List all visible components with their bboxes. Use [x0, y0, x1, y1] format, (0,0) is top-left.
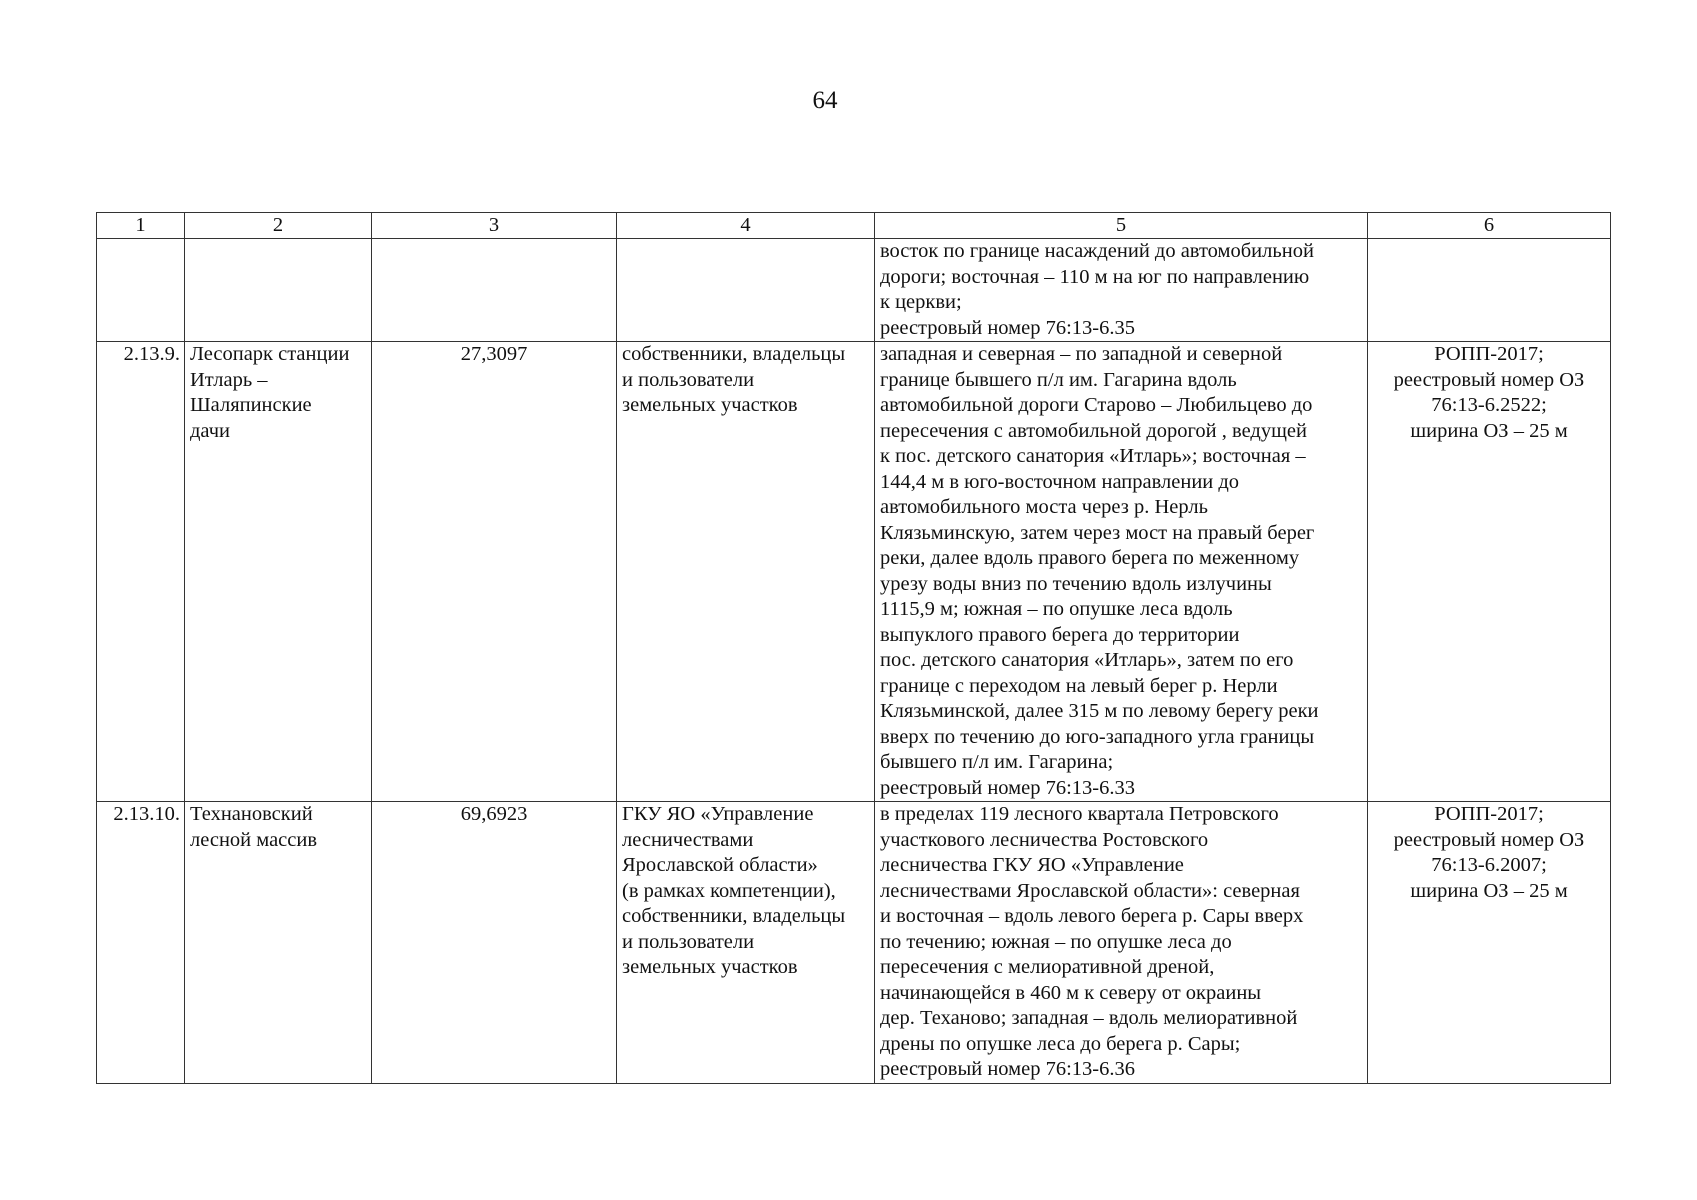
cell-text-line: западная и северная – по западной и северной — [880, 343, 1283, 365]
cell-text-line: лесничествами — [622, 828, 754, 851]
owners-cell — [617, 239, 875, 342]
cell-text-line: Клязьминской, далее 315 м по левому берегу реки — [880, 700, 1319, 722]
cell-text-line: и пользователи — [622, 368, 755, 391]
cell-text-line: ГКУ ЯО «Управление — [622, 803, 814, 825]
table-row — [97, 239, 1611, 342]
object-name-cell — [185, 342, 372, 802]
cell-text-line: лесничества ГКУ ЯО «Управление — [880, 854, 1184, 876]
cell-text-line: Ярославской области» — [622, 854, 818, 876]
boundaries-cell — [875, 342, 1368, 802]
cell-text-line: границе бывшего п/л им. Гагарина вдоль — [880, 368, 1237, 391]
cell-text-line: 144,4 м в юго-восточном направлении до — [880, 470, 1240, 493]
cell-text-line: к пос. детского санатория «Итларь»; восточная – — [880, 445, 1306, 467]
documents-cell — [1368, 802, 1611, 1084]
cell-text-line: бывшего п/л им. Гагарина; — [880, 751, 1114, 773]
area-cell — [372, 802, 617, 1084]
cell-text-line: реестровый номер 76:13-6.33 — [880, 776, 1135, 799]
cell-text-line: выпуклого правого берега до территории — [880, 623, 1240, 646]
cell-text-line: урезу воды вниз по течению вдоль излучины — [880, 572, 1272, 595]
documents-cell — [1368, 239, 1611, 342]
cell-text-line: автомобильного моста через р. Нерль — [880, 496, 1208, 518]
cell-text-line: и пользователи — [622, 930, 755, 953]
area-cell — [372, 239, 617, 342]
cell-text-line: Клязьминскую, затем через мост на правый берег — [880, 521, 1315, 544]
cell-text-line: 1115,9 м; южная – по опушке леса вдоль — [880, 598, 1233, 620]
area-cell — [372, 342, 617, 802]
cell-text-line: 2.13.9. — [123, 343, 180, 365]
cell-text-line: реестровый номер 76:13-6.36 — [880, 1058, 1135, 1080]
cell-text-line: собственники, владельцы — [622, 905, 846, 927]
row-number-cell — [97, 239, 185, 342]
header-row — [97, 213, 1611, 239]
cell-text-line: реестровый номер ОЗ — [1393, 368, 1585, 391]
cell-text-line: границе с переходом на левый берег р. Нерли — [880, 674, 1278, 697]
cell-text-line: (в рамках компетенции), — [622, 879, 836, 902]
cell-text-line: 2.13.10. — [113, 803, 180, 825]
boundaries-cell — [875, 239, 1368, 342]
cell-text-line: ширина ОЗ – 25 м — [1410, 879, 1568, 902]
cell-text-line: 76:13-6.2007; — [1431, 854, 1547, 876]
header-cell-3: 3 — [372, 213, 617, 239]
cell-text-line: 27,3097 — [460, 343, 528, 365]
cell-text-line: дрены по опушке леса до берега р. Сары; — [880, 1032, 1241, 1055]
cell-text-line: РОПП-2017; — [1434, 343, 1544, 365]
cell-text-line: Технановский — [190, 803, 313, 825]
table-row — [97, 342, 1611, 802]
cell-text-line: автомобильной дороги Старово – Любильцево до — [880, 394, 1313, 416]
cell-text-line: пересечения с мелиоративной дреной, — [880, 956, 1215, 978]
cell-text-line: к церкви; — [880, 291, 962, 313]
documents-cell — [1368, 342, 1611, 802]
header-cell-1: 1 — [97, 213, 185, 239]
cell-text-line: земельных участков — [622, 394, 798, 416]
row-number-cell — [97, 342, 185, 802]
cell-text-line: дер. Теханово; западная – вдоль мелиоративной — [880, 1007, 1298, 1029]
cell-text-line: в пределах 119 лесного квартала Петровского — [880, 803, 1279, 825]
header-cell-2: 2 — [185, 213, 372, 239]
cell-text-line: и восточная – вдоль левого берега р. Сары вверх — [880, 905, 1304, 927]
cell-text-line: вверх по течению до юго-западного угла границы — [880, 725, 1315, 748]
cell-text-line: 69,6923 — [460, 803, 528, 825]
cell-text-line: восток по границе насаждений до автомобильной — [880, 240, 1314, 262]
cell-text-line: пересечения с автомобильной дорогой , ведущей — [880, 419, 1307, 442]
boundaries-cell — [875, 802, 1368, 1084]
cell-text-line: Лесопарк станции — [190, 343, 350, 365]
cell-text-line: лесничествами Ярославской области»: северная — [880, 879, 1300, 902]
cell-text-line: собственники, владельцы — [622, 343, 846, 365]
cell-text-line: лесной массив — [190, 828, 318, 851]
header-cell-4: 4 — [617, 213, 875, 239]
cell-text-line: дачи — [190, 419, 230, 442]
cell-text-line: ширина ОЗ – 25 м — [1410, 419, 1568, 442]
cell-text-line: реки, далее вдоль правого берега по меженному — [880, 547, 1300, 569]
data-table — [96, 212, 1611, 1084]
page-number: 64 — [812, 87, 838, 114]
cell-text-line: по течению; южная – по опушке леса до — [880, 930, 1232, 953]
owners-cell — [617, 342, 875, 802]
cell-text-line: РОПП-2017; — [1434, 803, 1544, 825]
header-cell-5: 5 — [875, 213, 1368, 239]
cell-text-line: 76:13-6.2522; — [1431, 394, 1547, 416]
owners-cell — [617, 802, 875, 1084]
object-name-cell — [185, 239, 372, 342]
cell-text-line: реестровый номер 76:13-6.35 — [880, 316, 1135, 339]
header-cell-6: 6 — [1368, 213, 1611, 239]
cell-text-line: пос. детского санатория «Итларь», затем по его — [880, 649, 1294, 671]
cell-text-line: участкового лесничества Ростовского — [880, 828, 1209, 851]
cell-text-line: реестровый номер ОЗ — [1393, 828, 1585, 851]
cell-text-line: Шаляпинские — [190, 394, 312, 416]
cell-text-line: дороги; восточная – 110 м на юг по направлению — [880, 265, 1310, 288]
table-row — [97, 802, 1611, 1084]
cell-text-line: Итларь – — [190, 368, 268, 391]
object-name-cell — [185, 802, 372, 1084]
row-number-cell — [97, 802, 185, 1084]
cell-text-line: начинающейся в 460 м к северу от окраины — [880, 981, 1262, 1004]
cell-text-line: земельных участков — [622, 956, 798, 978]
